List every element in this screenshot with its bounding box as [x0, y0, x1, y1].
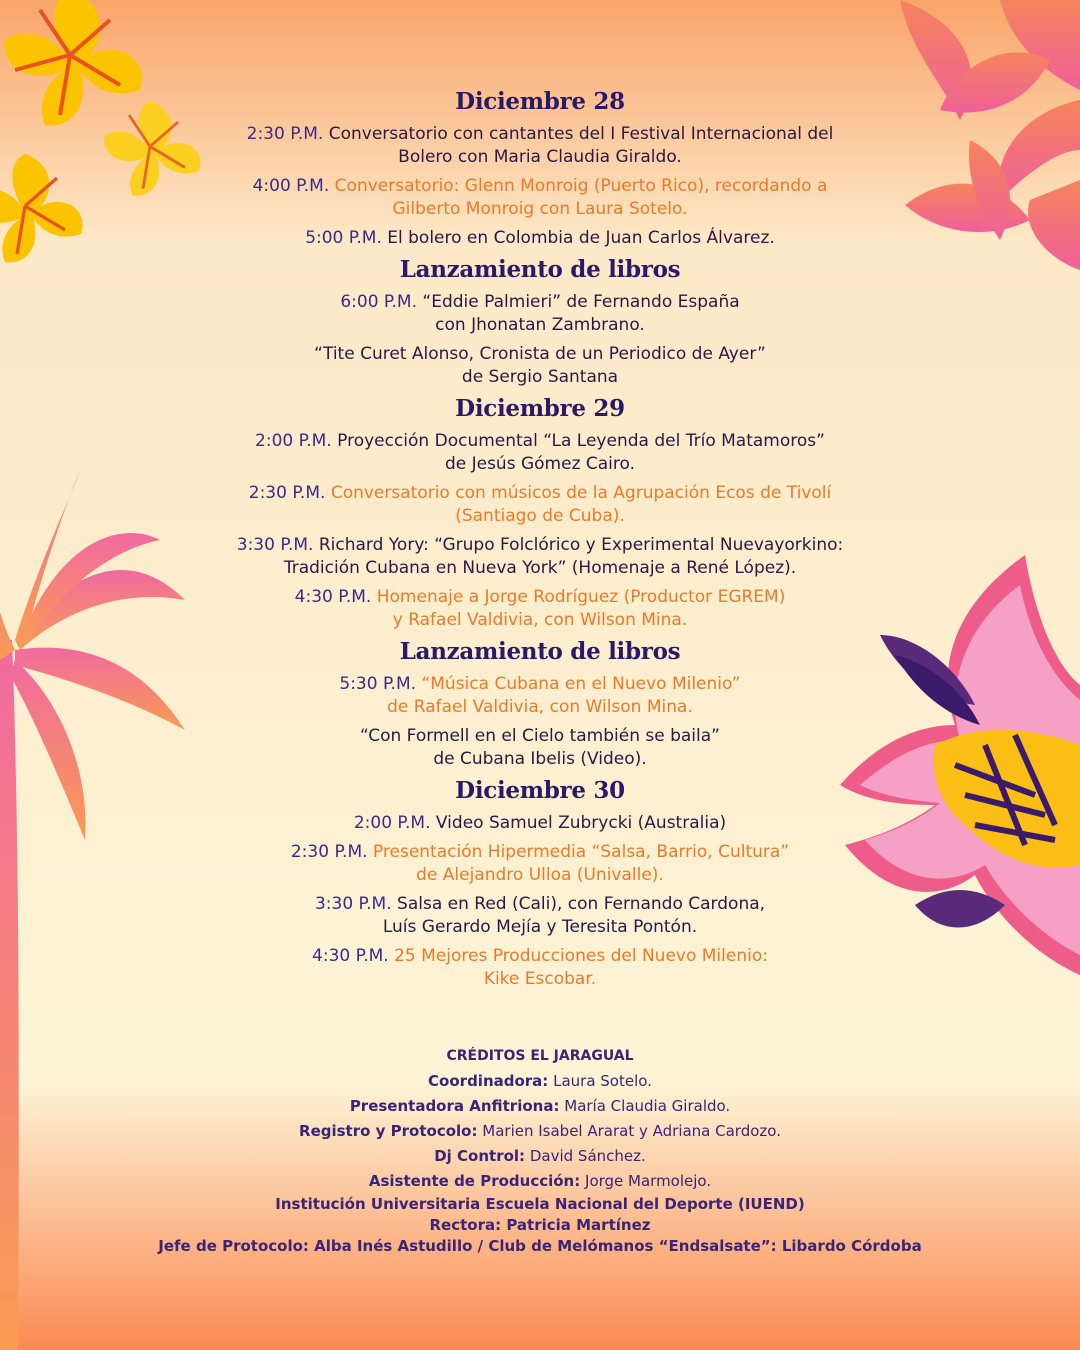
section-heading: Diciembre 28 — [455, 88, 625, 115]
credit-row — [100, 1094, 980, 1119]
credit-value: Marien Isabel Ararat y Adriana Cardozo. — [482, 1122, 781, 1140]
entry-text: Luís Gerardo Mejía y Teresita Pontón. — [382, 917, 698, 937]
schedule-entry — [200, 430, 880, 476]
schedule-section — [200, 88, 880, 250]
schedule-entry — [200, 175, 880, 221]
schedule-section — [200, 395, 880, 632]
schedule-entry — [200, 841, 880, 887]
entry-text: de Rafael Valdivia, con Wilson Mina. — [387, 697, 693, 717]
entry-text: Kike Escobar. — [483, 969, 597, 989]
entry-time: 3:30 P.M. — [314, 894, 392, 914]
credits-block — [100, 1044, 980, 1257]
section-heading: Diciembre 30 — [455, 777, 625, 804]
entry-time: 2:30 P.M. — [290, 842, 368, 862]
entry-text: Conversatorio: Glenn Monroig (Puerto Rico), recordando a — [334, 176, 828, 196]
schedule-entry — [200, 673, 880, 719]
credit-row — [100, 1119, 980, 1144]
credit-row — [100, 1169, 980, 1194]
entry-text: Salsa en Red (Cali), con Fernando Cardona, — [397, 894, 766, 914]
entry-text: Conversatorio con cantantes del I Festival Internacional del — [328, 124, 834, 144]
credits-rows — [100, 1069, 980, 1194]
schedule-entry — [200, 343, 880, 389]
credit-value: Laura Sotelo. — [553, 1072, 652, 1090]
entry-line — [200, 893, 880, 916]
entry-time: 4:30 P.M. — [312, 946, 389, 966]
schedule-entry — [200, 725, 880, 771]
schedule-entry — [200, 482, 880, 528]
credit-label: Presentadora Anfitriona: — [349, 1097, 560, 1115]
credit-label: Dj Control: — [434, 1147, 526, 1165]
credit-value: Jorge Marmolejo. — [585, 1172, 712, 1190]
entry-text: Presentación Hipermedia “Salsa, Barrio, Cultura” — [372, 842, 790, 862]
entry-text: de Jesús Gómez Cairo. — [444, 454, 636, 474]
entry-line — [200, 146, 880, 169]
entry-text: de Alejandro Ulloa (Univalle). — [416, 865, 664, 885]
entry-line — [200, 696, 880, 719]
credit-label: Registro y Protocolo: — [299, 1122, 478, 1140]
schedule-entry — [200, 893, 880, 939]
entry-line — [200, 366, 880, 389]
entry-text: Tradición Cubana en Nueva York” (Homenaje a René López). — [283, 558, 797, 578]
schedule-section — [200, 777, 880, 991]
schedule-entry — [200, 123, 880, 169]
entry-text: Video Samuel Zubrycki (Australia) — [435, 813, 727, 833]
entry-line — [200, 343, 880, 366]
entry-line — [200, 586, 880, 609]
entry-text: de Sergio Santana — [461, 367, 619, 387]
section-heading: Lanzamiento de libros — [399, 256, 681, 283]
entry-line — [200, 812, 880, 835]
entry-time: 2:00 P.M. — [255, 431, 332, 451]
entry-text: “Con Formell en el Cielo también se baila” — [360, 726, 720, 746]
entry-text: “Tite Curet Alonso, Cronista de un Periodico de Ayer” — [314, 344, 766, 364]
entry-line — [200, 945, 880, 968]
entry-time: 2:00 P.M. — [353, 813, 431, 833]
entry-text: Homenaje a Jorge Rodríguez (Productor EGREM) — [376, 587, 786, 607]
schedule-entry — [200, 291, 880, 337]
section-heading: Lanzamiento de libros — [399, 638, 681, 665]
credit-label: Asistente de Producción: — [368, 1172, 581, 1190]
entry-line — [200, 609, 880, 632]
entry-line — [200, 841, 880, 864]
entry-line — [200, 314, 880, 337]
credits-institution: Institución Universitaria Escuela Nacional del Deporte (IUEND) — [275, 1195, 805, 1213]
credits-protocol: Jefe de Protocolo: Alba Inés Astudillo / Club de Melómanos “Endsalsate”: Libardo Córdoba — [158, 1237, 922, 1255]
schedule — [200, 88, 880, 997]
entry-text: Gilberto Monroig con Laura Sotelo. — [392, 199, 688, 219]
entry-text: Conversatorio con músicos de la Agrupación Ecos de Tivolí — [330, 483, 832, 503]
entry-time: 6:00 P.M. — [340, 292, 418, 312]
entry-line — [200, 453, 880, 476]
entry-line — [200, 430, 880, 453]
entry-time: 5:00 P.M. — [305, 228, 382, 248]
section-heading: Diciembre 29 — [455, 395, 625, 422]
entry-text: El bolero en Colombia de Juan Carlos Álvarez. — [387, 228, 775, 248]
credit-row — [100, 1069, 980, 1094]
entry-time: 5:30 P.M. — [339, 674, 417, 694]
credit-value: David Sánchez. — [529, 1147, 646, 1165]
entry-text: con Jhonatan Zambrano. — [435, 315, 645, 335]
schedule-entry — [200, 586, 880, 632]
entry-text: (Santiago de Cuba). — [455, 506, 625, 526]
schedule-section — [200, 638, 880, 771]
entry-time: 2:30 P.M. — [248, 483, 326, 503]
schedule-entry — [200, 227, 880, 250]
entry-time: 4:00 P.M. — [252, 176, 330, 196]
entry-line — [200, 123, 880, 146]
entry-text: de Cubana Ibelis (Video). — [433, 749, 647, 769]
entry-line — [200, 505, 880, 528]
entry-line — [200, 968, 880, 991]
credits-rector: Rectora: Patricia Martínez — [429, 1216, 651, 1234]
entry-line — [200, 916, 880, 939]
entry-line — [200, 534, 880, 557]
schedule-entry — [200, 534, 880, 580]
entry-time: 2:30 P.M. — [246, 124, 324, 144]
entry-text: “Eddie Palmieri” de Fernando España — [422, 292, 740, 312]
entry-line — [200, 482, 880, 505]
entry-time: 3:30 P.M. — [236, 535, 314, 555]
entry-line — [200, 673, 880, 696]
entry-text: 25 Mejores Producciones del Nuevo Milenio: — [394, 946, 768, 966]
credit-label: Coordinadora: — [428, 1072, 549, 1090]
entry-text: “Música Cubana en el Nuevo Milenio” — [421, 674, 741, 694]
entry-line — [200, 725, 880, 748]
credit-value: María Claudia Giraldo. — [564, 1097, 731, 1115]
credits-title: CRÉDITOS EL JARAGUAL — [446, 1048, 634, 1064]
entry-line — [200, 748, 880, 771]
schedule-section — [200, 256, 880, 389]
entry-line — [200, 198, 880, 221]
entry-line — [200, 864, 880, 887]
credit-row — [100, 1144, 980, 1169]
entry-line — [200, 227, 880, 250]
entry-line — [200, 175, 880, 198]
entry-line — [200, 557, 880, 580]
entry-line — [200, 291, 880, 314]
entry-time: 4:30 P.M. — [294, 587, 372, 607]
entry-text: Proyección Documental “La Leyenda del Trío Matamoros” — [337, 431, 825, 451]
schedule-entry — [200, 812, 880, 835]
schedule-entry — [200, 945, 880, 991]
entry-text: y Rafael Valdivia, con Wilson Mina. — [392, 610, 688, 630]
entry-text: Bolero con Maria Claudia Giraldo. — [398, 147, 682, 167]
entry-text: Richard Yory: “Grupo Folclórico y Experimental Nuevayorkino: — [318, 535, 844, 555]
